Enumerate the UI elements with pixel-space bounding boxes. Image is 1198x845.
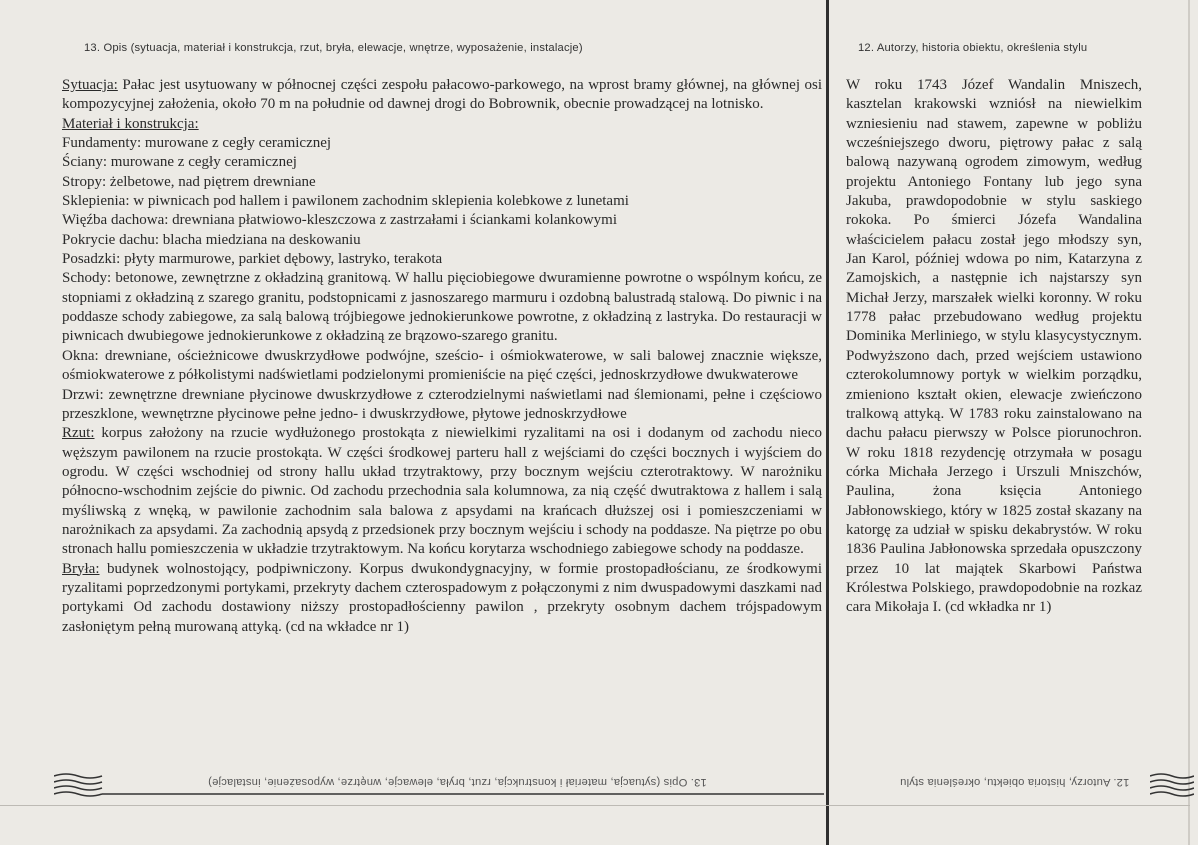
column-divider — [826, 0, 829, 845]
bryla-paragraph — [62, 560, 822, 637]
section-13-heading: 13. Opis (sytuacja, materiał i konstrukcja, rzut, bryła, elewacje, wnętrze, wyposażenie, instalacje) — [84, 42, 583, 54]
description-column — [62, 76, 822, 637]
pokrycie-line: Pokrycie dachu: blacha miedziana na deskowaniu — [62, 231, 361, 248]
bleed-through-heading-left: 13. Opis (sytuacja, materiał i konstrukcja, rzut, bryła, elewacje, wnętrze, wyposażenie, instalacje) — [208, 776, 707, 788]
wavy-separator-right — [1150, 772, 1194, 798]
okna-paragraph: Okna: drewniane, ościeżnicowe dwuskrzydłowe podwójne, sześcio- i ośmiokwaterowe, w sali balowej znacznie większe, ośmiokwaterowe z półkolistymi nadświetlami podzielonymi promieniście na pięć części, jednoskrzydłowe dwukwaterowe — [62, 347, 822, 384]
sciany-line: Ściany: murowane z cegły ceramicznej — [62, 154, 297, 171]
sytuacja-label: Sytuacja: — [62, 77, 118, 93]
sytuacja-paragraph — [62, 76, 822, 115]
history-column: W roku 1743 Józef Wandalin Mniszech, kasztelan krakowski wzniósł na niewielkim wzniesieniu nad stawem, zapewne w pobliżu wcześniejszego dworu, piętrowy pałac z salą balową nazywaną ogrodem zimowym, według projektu Antoniego Fontany lub jego syna Jakuba, prawdopodobnie w stylu saskiego rokoka. Po śmierci Józefa Wandalina właścicielem pałacu został jego młodszy syn, Jan Karol, później wdowa po nim, Katarzyna z Zamojskich, a następnie ich najstarszy syn Michał Jerzy, marszałek wielki koronny. W roku 1778 pałac przebudowano według projektu Dominika Merliniego, w stylu klasycystycznym. Podwyższono dach, przed wejściem ustawiono czterokolumnowy portyk w wielkim porządku, zmieniono kształt okien, elewacje zwieńczono tralkową attyką. W 1783 roku zainstalowano na dachu pałacu pierwszy w Polsce piorunochron. W roku 1818 rezydencję otrzymała w posagu córka Michała Jerzego i Urszuli Mniszchów, Paulina, żona księcia Antoniego Jabłonowskiego, który w 1825 został skazany na katorgę za udział w spisku dekabrystów. W roku 1836 Paulina Jabłonowska sprzedała opuszczony przez 10 lat majątek Skarbowi Państwa Królestwa Polskiego, prawdopodobnie na rozkaz cara Mikołaja I. (cd wkładka nr 1) — [846, 77, 1142, 616]
page-edge — [1188, 0, 1190, 845]
bottom-rule — [0, 805, 1190, 806]
stropy-line: Stropy: żelbetowe, nad piętrem drewniane — [62, 173, 316, 190]
sytuacja-text: Pałac jest usytuowany w północnej części zespołu pałacowo-parkowego, na wprost bramy głównej, na głównej osi kompozycyjnej założenia, około 70 m na południe od dawnej drogi do Bobrownik, obecnie prowadzącej na lotnisko. — [62, 77, 822, 113]
wiezba-line: Więźba dachowa: drewniana płatwiowo-kleszczowa z zastrzałami i ściankami kolankowymi — [62, 212, 618, 229]
section-12-heading: 12. Autorzy, historia obiektu, określenia stylu — [858, 42, 1088, 54]
bryla-text: budynek wolnostojący, podpiwniczony. Korpus dwukondygnacyjny, w formie prostopadłościanu, ze środkowymi ryzalitami poprzedzonymi portykami, przekryty dachem czterospadowym z połączonymi z nim dwuspadowymi daszkami nad portykami Od zachodu dostawiony niższy prostopadłościenny pawilon , przekryty osobnym dachem trójspadowym zasłoniętym pełną murowaną attyką. (cd na wkładce nr 1) — [62, 560, 822, 635]
bryla-label: Bryła: — [62, 560, 100, 577]
material-label: Materiał i konstrukcja: — [62, 115, 199, 132]
rzut-paragraph — [62, 424, 822, 559]
fundamenty-line: Fundamenty: murowane z cegły ceramicznej — [62, 135, 332, 152]
rzut-text: korpus założony na rzucie wydłużonego prostokąta z niewielkimi ryzalitami na osi i dodanym od zachodu nieco węższym pawilonem na rzucie prostokąta. W części środkowej parteru hall z wejściami do części bocznych i wyjściem do ogrodu. W części wschodniej od strony hallu układ trzytraktowy, przy bocznym wejściu czterotraktowy. W narożniku północno-wschodnim zejście do piwnic. Od zachodu przechodnia sala kolumnowa, za nią część dwutraktowa z hallem i salą myśliwską z wnęką, w pawilonie zachodnim sala balowa z apsydami na krańcach dłuższej osi i pomieszczeniami w narożnikach za apsydami. Za zachodnią apsydą z przedsionek przy bocznym wejściu i schody na poddasze. Na piętrze po obu stronach hallu pomieszczenia w układzie trzytraktowym. Na końcu korytarza wschodniego zabiegowe schody na poddasze. — [62, 425, 822, 558]
rzut-label: Rzut: — [62, 425, 95, 442]
drzwi-paragraph: Drzwi: zewnętrzne drewniane płycinowe dwuskrzydłowe z czterodzielnymi naświetlami nad ślemionami, pełne i częściowo przeszklone, wewnętrzne płycinowe pełne jedno- i dwuskrzydłowe, płytowe jednoskrzydłowe — [62, 386, 822, 422]
posadzki-line: Posadzki: płyty marmurowe, parkiet dębowy, lastryko, terakota — [62, 251, 443, 268]
schody-paragraph: Schody: betonowe, zewnętrzne z okładziną granitową. W hallu pięciobiegowe dwuramienne powrotne o wspólnym końcu, ze stopniami z okładziną z szarego granitu, podstopnicami z jasnoszarego marmuru i ozdobną balustradą stalową. Do piwnic i na poddasze schody zabiegowe, za salą balową trójbiegowe jednokierunkowe powrotne, z okładziną z lastryka. Do restauracji w piwnicach dwubiegowe jednokierunkowe z okładziną ze brązowo-szarego granitu. — [62, 270, 822, 345]
bleed-through-heading-right: 12. Autorzy, historia obiektu, określenia stylu — [900, 776, 1130, 788]
sklepienia-line: Sklepienia: w piwnicach pod hallem i pawilonem zachodnim sklepienia kolebkowe z lunetami — [62, 193, 629, 210]
